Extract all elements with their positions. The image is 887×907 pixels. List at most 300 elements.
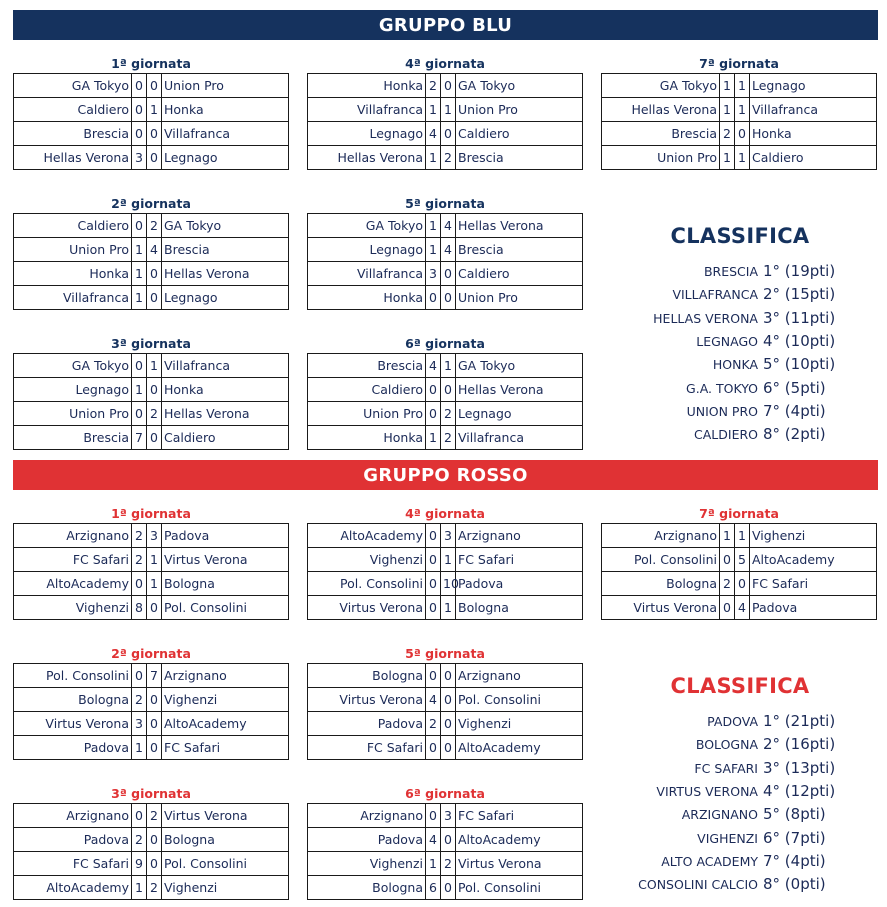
away-score: 2 (441, 402, 456, 426)
home-score: 1 (426, 238, 441, 262)
away-score: 3 (147, 524, 162, 548)
home-team: Caldiero (308, 378, 426, 402)
away-team: Vighenzi (162, 876, 289, 900)
away-team: Caldiero (750, 146, 877, 170)
home-team: Caldiero (14, 98, 132, 122)
home-score: 0 (426, 596, 441, 620)
match-row (14, 378, 289, 402)
home-team: Brescia (308, 354, 426, 378)
match-row (14, 402, 289, 426)
home-team: Union Pro (14, 402, 132, 426)
home-score: 0 (426, 572, 441, 596)
away-team: AltoAcademy (162, 712, 289, 736)
match-row (308, 214, 583, 238)
home-team: Arzignano (308, 804, 426, 828)
match-row (308, 262, 583, 286)
standing-row (600, 780, 880, 803)
away-score: 1 (735, 98, 750, 122)
away-team: Vighenzi (162, 688, 289, 712)
away-team: Hellas Verona (456, 378, 583, 402)
home-score: 0 (720, 548, 735, 572)
away-team: Villafranca (162, 354, 289, 378)
home-score: 3 (132, 712, 147, 736)
match-row (308, 238, 583, 262)
home-score: 0 (426, 548, 441, 572)
standing-row (600, 827, 880, 850)
match-row (14, 122, 289, 146)
home-score: 0 (720, 596, 735, 620)
away-team: FC Safari (162, 736, 289, 760)
home-score: 0 (426, 378, 441, 402)
home-score: 4 (426, 122, 441, 146)
matches-table (601, 523, 877, 620)
away-team: Legnago (750, 74, 877, 98)
away-score: 1 (147, 572, 162, 596)
away-score: 0 (441, 74, 456, 98)
home-score: 1 (132, 262, 147, 286)
away-team: Virtus Verona (162, 548, 289, 572)
match-row (308, 378, 583, 402)
standing-team: PADOVA (707, 714, 758, 729)
match-row (602, 572, 877, 596)
home-team: AltoAcademy (14, 876, 132, 900)
round-title: 3ª giornata (111, 336, 191, 351)
home-score: 4 (426, 828, 441, 852)
standing-row (600, 710, 880, 733)
away-score: 0 (147, 596, 162, 620)
home-team: AltoAcademy (308, 524, 426, 548)
away-team: Bologna (162, 572, 289, 596)
matches-table (307, 353, 583, 450)
home-team: GA Tokyo (14, 74, 132, 98)
home-score: 1 (132, 736, 147, 760)
home-score: 1 (426, 214, 441, 238)
match-row (308, 688, 583, 712)
away-score: 1 (441, 354, 456, 378)
away-team: Bologna (456, 596, 583, 620)
home-score: 1 (132, 378, 147, 402)
standing-row (600, 803, 880, 826)
home-score: 0 (426, 524, 441, 548)
home-score: 0 (132, 74, 147, 98)
away-score: 0 (735, 572, 750, 596)
away-team: Virtus Verona (162, 804, 289, 828)
round-title: 6ª giornata (405, 336, 485, 351)
away-score: 1 (735, 74, 750, 98)
standing-row (600, 423, 880, 446)
standing-team: CALDIERO (694, 427, 758, 443)
home-team: Virtus Verona (602, 596, 720, 620)
home-score: 6 (426, 876, 441, 900)
home-score: 2 (132, 524, 147, 548)
matches-table (13, 803, 289, 900)
round-title: 6ª giornata (405, 786, 485, 801)
away-team: Honka (750, 122, 877, 146)
away-team: Hellas Verona (162, 402, 289, 426)
away-team: Padova (456, 572, 583, 596)
standing-position-points: 6° (5pti) (763, 378, 826, 397)
standing-team: ALTO ACADEMY (661, 853, 758, 869)
away-team: Villafranca (162, 122, 289, 146)
away-score: 5 (735, 548, 750, 572)
matches-table (13, 353, 289, 450)
away-score: 1 (441, 548, 456, 572)
away-team: Union Pro (162, 74, 289, 98)
away-team: Pol. Consolini (162, 596, 289, 620)
home-team: Virtus Verona (14, 712, 132, 736)
standing-position-points: 8° (0pti) (763, 875, 826, 894)
away-score: 0 (441, 688, 456, 712)
round-title: 7ª giornata (699, 506, 779, 521)
away-score: 3 (441, 804, 456, 828)
standing-row (600, 757, 880, 780)
home-team: Union Pro (602, 146, 720, 170)
match-row (602, 122, 877, 146)
home-score: 1 (132, 286, 147, 310)
match-row (14, 146, 289, 170)
home-team: Hellas Verona (308, 146, 426, 170)
away-team: Caldiero (456, 262, 583, 286)
matches-table (307, 663, 583, 760)
home-team: FC Safari (14, 548, 132, 572)
away-score: 4 (441, 238, 456, 262)
match-row (308, 524, 583, 548)
round-title: 3ª giornata (111, 786, 191, 801)
match-row (14, 238, 289, 262)
home-score: 0 (132, 804, 147, 828)
away-team: Hellas Verona (456, 214, 583, 238)
match-row (308, 736, 583, 760)
away-team: Union Pro (456, 286, 583, 310)
match-row (14, 852, 289, 876)
home-score: 2 (426, 74, 441, 98)
home-score: 4 (426, 688, 441, 712)
match-row (14, 354, 289, 378)
standing-position-points: 3° (11pti) (763, 308, 836, 327)
home-score: 4 (426, 354, 441, 378)
match-row (14, 664, 289, 688)
away-score: 0 (147, 426, 162, 450)
home-score: 1 (426, 426, 441, 450)
standing-team: HELLAS VERONA (653, 310, 758, 326)
standing-position-points: 4° (10pti) (763, 331, 836, 350)
standing-position-points: 1° (19pti) (763, 262, 836, 280)
standing-team: UNION PRO (686, 403, 758, 419)
match-row (308, 122, 583, 146)
standing-position-points: 3° (13pti) (763, 758, 836, 777)
match-row (308, 548, 583, 572)
home-team: Pol. Consolini (308, 572, 426, 596)
home-score: 2 (720, 572, 735, 596)
away-score: 1 (735, 146, 750, 170)
match-row (308, 876, 583, 900)
away-team: Legnago (162, 286, 289, 310)
away-team: FC Safari (456, 804, 583, 828)
away-team: Pol. Consolini (162, 852, 289, 876)
match-row (602, 548, 877, 572)
match-row (14, 286, 289, 310)
home-team: Pol. Consolini (602, 548, 720, 572)
away-team: Union Pro (456, 98, 583, 122)
away-team: Caldiero (162, 426, 289, 450)
away-team: FC Safari (750, 572, 877, 596)
standing-position-points: 8° (2pti) (763, 425, 826, 444)
home-team: Honka (308, 286, 426, 310)
away-team: GA Tokyo (162, 214, 289, 238)
away-score: 0 (441, 378, 456, 402)
home-team: Legnago (14, 378, 132, 402)
match-row (14, 426, 289, 450)
standing-row (600, 873, 880, 896)
away-team: Brescia (456, 238, 583, 262)
home-team: Padova (308, 712, 426, 736)
standing-row (600, 850, 880, 873)
home-score: 0 (132, 98, 147, 122)
standing-row (600, 307, 880, 330)
standing-team: VILLAFRANCA (672, 287, 758, 303)
home-team: AltoAcademy (14, 572, 132, 596)
away-team: Pol. Consolini (456, 876, 583, 900)
away-score: 1 (147, 98, 162, 122)
away-score: 0 (441, 262, 456, 286)
away-team: Brescia (456, 146, 583, 170)
home-team: Villafranca (14, 286, 132, 310)
away-score: 4 (441, 214, 456, 238)
match-row (14, 524, 289, 548)
away-team: GA Tokyo (456, 354, 583, 378)
group-banner-rosso: GRUPPO ROSSO (13, 460, 878, 490)
home-team: Virtus Verona (308, 596, 426, 620)
away-team: AltoAcademy (456, 736, 583, 760)
matches-table (307, 213, 583, 310)
standing-team: BOLOGNA (695, 737, 758, 753)
home-score: 7 (132, 426, 147, 450)
match-row (602, 596, 877, 620)
away-score: 1 (147, 354, 162, 378)
match-row (602, 524, 877, 548)
home-score: 0 (132, 122, 147, 146)
home-score: 0 (426, 804, 441, 828)
standing-team: LEGNAGO (696, 333, 758, 349)
home-team: GA Tokyo (308, 214, 426, 238)
matches-table (13, 663, 289, 760)
away-score: 0 (147, 122, 162, 146)
standing-team: BRESCIA (703, 264, 758, 279)
home-team: Padova (14, 828, 132, 852)
away-score: 2 (147, 876, 162, 900)
classifica-title: CLASSIFICA (670, 674, 810, 698)
round-title: 1ª giornata (111, 506, 191, 521)
match-row (602, 74, 877, 98)
home-team: Bologna (308, 664, 426, 688)
match-row (14, 876, 289, 900)
away-score: 0 (147, 286, 162, 310)
away-score: 0 (441, 876, 456, 900)
home-score: 8 (132, 596, 147, 620)
match-row (308, 146, 583, 170)
round-title: 2ª giornata (111, 646, 191, 661)
home-score: 1 (720, 74, 735, 98)
match-row (308, 828, 583, 852)
away-score: 0 (441, 122, 456, 146)
match-row (14, 736, 289, 760)
away-score: 0 (147, 688, 162, 712)
standing-position-points: 2° (16pti) (763, 735, 836, 754)
away-team: Vighenzi (456, 712, 583, 736)
match-row (14, 804, 289, 828)
match-row (14, 548, 289, 572)
standing-team: VIRTUS VERONA (656, 783, 758, 799)
away-score: 2 (441, 426, 456, 450)
standing-position-points: 6° (7pti) (763, 828, 826, 847)
standing-row (600, 260, 880, 283)
away-team: GA Tokyo (456, 74, 583, 98)
match-row (308, 596, 583, 620)
away-team: Pol. Consolini (456, 688, 583, 712)
away-score: 1 (441, 98, 456, 122)
matches-table (307, 73, 583, 170)
away-score: 0 (147, 378, 162, 402)
standing-row (600, 400, 880, 423)
away-team: Padova (750, 596, 877, 620)
match-row (602, 98, 877, 122)
away-team: AltoAcademy (456, 828, 583, 852)
away-score: 4 (735, 596, 750, 620)
home-team: Bologna (14, 688, 132, 712)
standing-team: ARZIGNANO (681, 807, 758, 823)
home-score: 2 (132, 828, 147, 852)
standing-row (600, 733, 880, 756)
home-team: Honka (308, 74, 426, 98)
away-score: 0 (147, 712, 162, 736)
standing-position-points: 2° (15pti) (763, 285, 836, 304)
home-team: Virtus Verona (308, 688, 426, 712)
home-team: Honka (308, 426, 426, 450)
home-score: 1 (720, 146, 735, 170)
standing-team: HONKA (712, 357, 758, 373)
home-team: FC Safari (14, 852, 132, 876)
match-row (14, 712, 289, 736)
away-score: 0 (147, 828, 162, 852)
matches-table (307, 803, 583, 900)
home-team: Legnago (308, 238, 426, 262)
standing-position-points: 5° (8pti) (763, 805, 826, 824)
round-title: 1ª giornata (111, 56, 191, 71)
matches-table (13, 73, 289, 170)
away-score: 2 (441, 852, 456, 876)
home-team: Padova (308, 828, 426, 852)
standing-row (600, 330, 880, 353)
standing-position-points: 7° (4pti) (763, 851, 826, 870)
home-team: Brescia (14, 426, 132, 450)
away-score: 0 (147, 262, 162, 286)
standing-team: CONSOLINI CALCIO (638, 877, 758, 893)
away-team: Bologna (162, 828, 289, 852)
home-score: 3 (132, 146, 147, 170)
match-row (14, 688, 289, 712)
matches-table (13, 523, 289, 620)
home-score: 2 (132, 688, 147, 712)
group-banner-blu: GRUPPO BLU (13, 10, 878, 40)
home-team: Vighenzi (308, 548, 426, 572)
home-team: GA Tokyo (602, 74, 720, 98)
home-score: 1 (720, 524, 735, 548)
away-score: 2 (147, 402, 162, 426)
match-row (308, 664, 583, 688)
home-team: Villafranca (308, 98, 426, 122)
match-row (602, 146, 877, 170)
away-team: FC Safari (456, 548, 583, 572)
away-team: Legnago (162, 146, 289, 170)
round-title: 5ª giornata (405, 196, 485, 211)
home-score: 0 (426, 286, 441, 310)
home-team: Arzignano (14, 524, 132, 548)
standing-team: FC SAFARI (694, 760, 758, 776)
away-score: 0 (147, 74, 162, 98)
match-row (308, 354, 583, 378)
home-score: 1 (720, 98, 735, 122)
home-score: 3 (426, 262, 441, 286)
match-row (14, 214, 289, 238)
round-title: 2ª giornata (111, 196, 191, 211)
away-team: Vighenzi (750, 524, 877, 548)
match-row (14, 74, 289, 98)
home-score: 9 (132, 852, 147, 876)
away-team: Arzignano (162, 664, 289, 688)
away-team: Villafranca (456, 426, 583, 450)
home-team: Caldiero (14, 214, 132, 238)
away-score: 10 (441, 572, 456, 596)
home-score: 1 (426, 98, 441, 122)
match-row (308, 402, 583, 426)
home-score: 0 (426, 664, 441, 688)
match-row (14, 262, 289, 286)
home-team: Hellas Verona (602, 98, 720, 122)
home-score: 2 (132, 548, 147, 572)
away-team: Hellas Verona (162, 262, 289, 286)
away-score: 2 (147, 214, 162, 238)
away-score: 0 (147, 852, 162, 876)
home-score: 0 (426, 402, 441, 426)
home-score: 0 (132, 664, 147, 688)
match-row (14, 828, 289, 852)
away-score: 1 (147, 548, 162, 572)
standing-row (600, 283, 880, 306)
match-row (308, 286, 583, 310)
standing-team: G.A. TOKYO (686, 380, 758, 396)
away-team: Honka (162, 378, 289, 402)
away-score: 1 (735, 524, 750, 548)
match-row (308, 852, 583, 876)
away-team: Arzignano (456, 664, 583, 688)
home-team: Pol. Consolini (14, 664, 132, 688)
away-score: 0 (441, 286, 456, 310)
home-team: Bologna (602, 572, 720, 596)
home-score: 0 (132, 402, 147, 426)
round-title: 4ª giornata (405, 506, 485, 521)
home-score: 2 (426, 712, 441, 736)
match-row (308, 426, 583, 450)
match-row (14, 98, 289, 122)
matches-table (601, 73, 877, 170)
home-team: Bologna (308, 876, 426, 900)
match-row (308, 572, 583, 596)
away-team: Caldiero (456, 122, 583, 146)
standing-position-points: 1° (21pti) (763, 712, 836, 730)
away-score: 2 (441, 146, 456, 170)
standing-team: VIGHENZI (697, 830, 758, 846)
away-score: 1 (441, 596, 456, 620)
